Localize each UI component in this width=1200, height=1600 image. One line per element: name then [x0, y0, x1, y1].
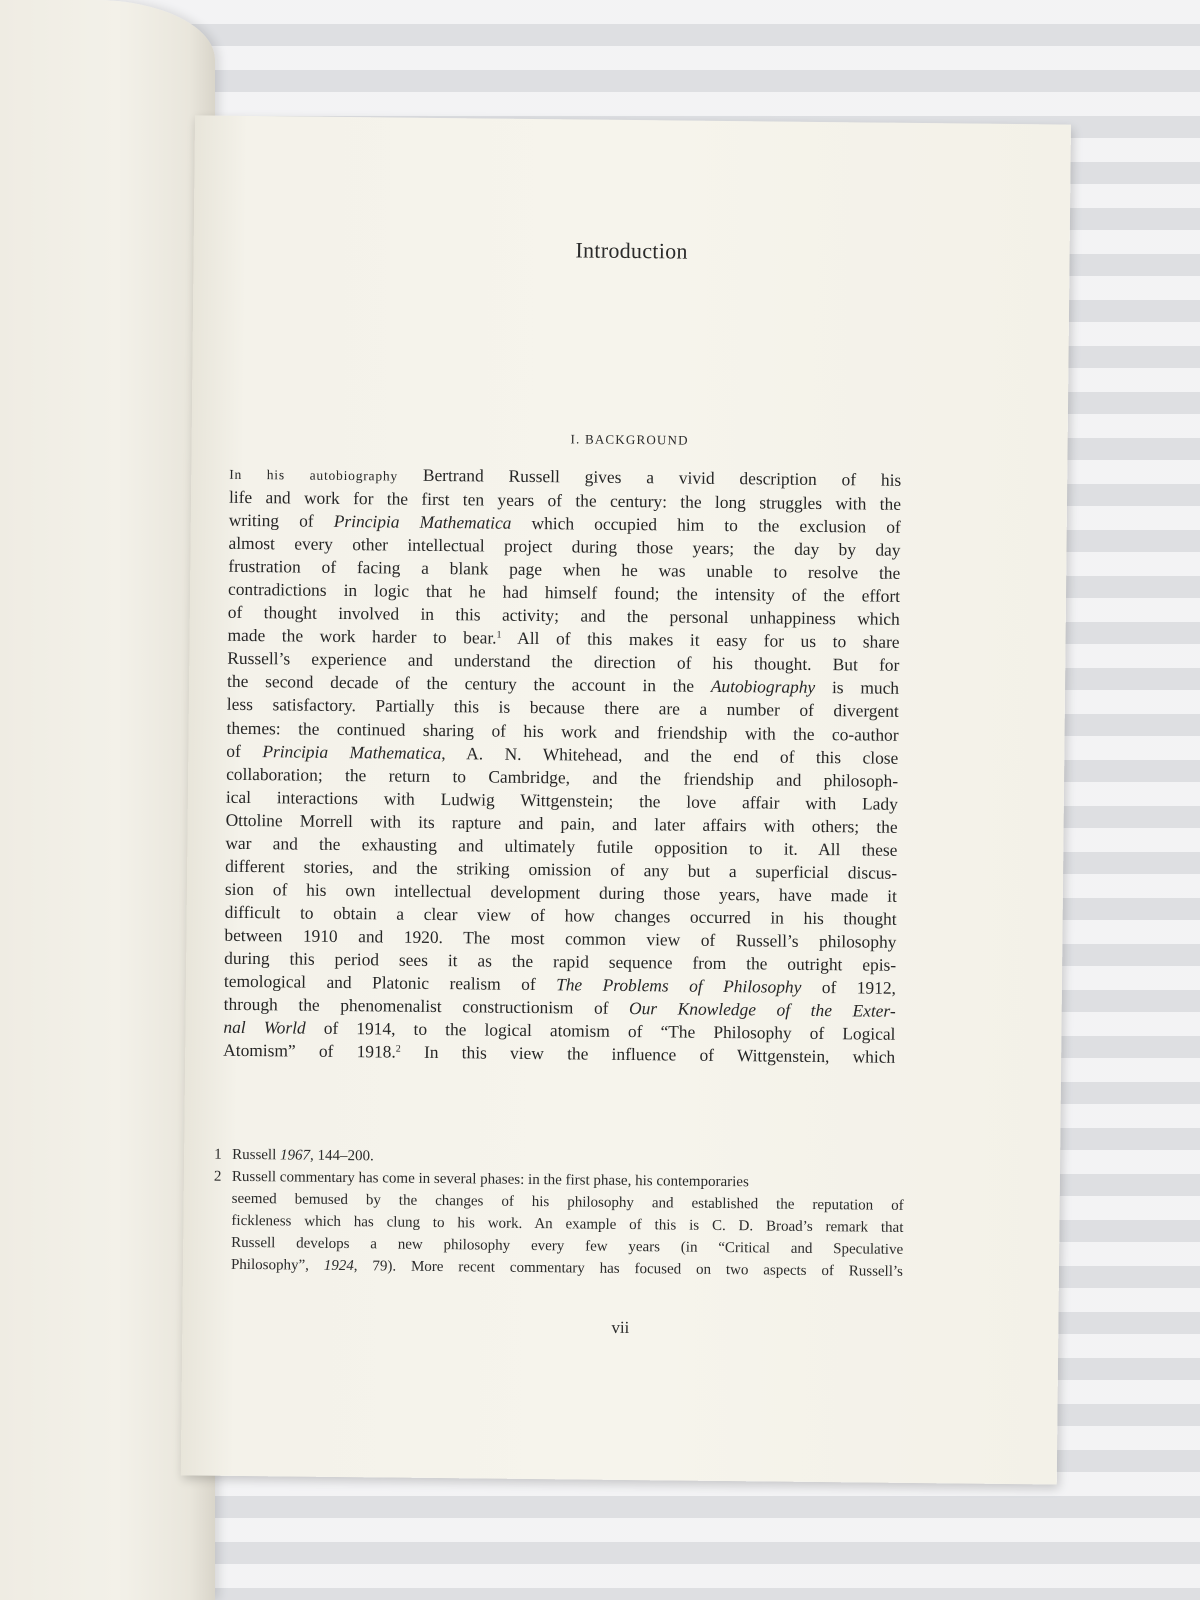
page-number: vii [611, 1317, 630, 1338]
text-run: All of this makes it easy for us to share [501, 627, 900, 653]
text-run: , 79). More recent commentary has focused on two aspects of Russell’s [353, 1258, 904, 1280]
text-run: almost every other intellectual project during those years; the day by day [228, 532, 901, 560]
text-run: of thought involved in this activity; and the personal unhappiness which [227, 602, 900, 630]
text-run: The Problems of Philosophy [556, 974, 802, 997]
text-run: Russell [232, 1146, 281, 1164]
text-run: 1924 [323, 1257, 354, 1275]
text-run: Ottoline Morrell with its rapture and pain, and later affairs with others; the [225, 809, 898, 837]
text-run: collaboration; the return to Cambridge, and the friendship and philosoph- [226, 763, 899, 791]
text-run: Russell develops a new philosophy every few years (in “Critical and Speculative [231, 1234, 904, 1258]
text-run: Russell’s experience and understand the direction of his thought. But for [227, 648, 900, 676]
body-text [223, 462, 901, 1069]
footnote-number: 1 [214, 1146, 222, 1163]
text-run: difficult to obtain a clear view of how changes occurred in his thought [224, 901, 897, 929]
text-run: of [226, 740, 263, 761]
text-run: Principia Mathematica [333, 510, 512, 533]
text-run: In his autobiography [229, 466, 399, 484]
text-run: , 144–200. [309, 1147, 374, 1165]
text-run: Autobiography [710, 676, 816, 698]
text-run: different stories, and the striking omission of any but a superficial discus- [225, 855, 898, 883]
text-run: seemed bemused by the changes of his philosophy and established the reputation of [231, 1190, 904, 1214]
footnote-ref: 2 [395, 1043, 401, 1055]
text-run: less satisfactory. Partially this is because there are a number of divergent [226, 694, 899, 722]
text-run: , A. N. Whitehead, and the end of this close [441, 742, 899, 768]
text-run: which occupied him to the exclusion of [511, 512, 901, 537]
text-run: of 1914, to the logical atomism of “The Philosophy of Logical [305, 1017, 896, 1044]
text-run: the second decade of the century the account in the [226, 671, 711, 697]
text-run: Russell commentary has come in several phases: in the first phase, his contemporaries [231, 1168, 749, 1191]
text-run: temological and Platonic realism of [223, 970, 557, 995]
footnotes [213, 1144, 904, 1283]
footnote-ref: 1 [496, 629, 502, 641]
text-run: frustration of facing a blank page when he was unable to resolve the [228, 555, 901, 584]
text-run: is much [815, 677, 900, 699]
text-run: ical interactions with Ludwig Wittgenstein; the love affair with Lady [225, 786, 898, 814]
text-run: war and the exhausting and ultimately futile opposition to it. All these [225, 832, 898, 860]
text-run: through the phenomenalist constructionism of [223, 993, 630, 1019]
page-title: Introduction [575, 237, 688, 264]
text-run: In this view the influence of Wittgenstein, which [400, 1041, 896, 1067]
text-run: Atomism” of 1918. [223, 1039, 396, 1062]
text-run: fickleness which has clung to his work. An example of this is C. D. Broad’s remark that [231, 1212, 904, 1236]
section-heading: I. BACKGROUND [570, 431, 689, 448]
book-page [181, 115, 1071, 1484]
text-run: sion of his own intellectual development during those years, have made it [224, 878, 897, 906]
text-run: during this period sees it as the rapid sequence from the outright epis- [224, 947, 897, 975]
text-run: Bertrand Russell gives a vivid description of his [397, 464, 902, 490]
text-run: 1967 [279, 1147, 311, 1164]
footnote-number: 2 [213, 1168, 222, 1185]
text-run: life and work for the first ten years of the century: the long struggles with the [228, 486, 902, 514]
text-run: Our Knowledge of the Exter- [629, 998, 896, 1021]
text-run: writing of [228, 509, 334, 531]
text-run: nal World [223, 1016, 306, 1038]
text-run: between 1910 and 1920. The most common view of Russell’s philosophy [224, 924, 897, 952]
text-run: made the work harder to bear. [227, 625, 497, 648]
text-run: themes: the continued sharing of his work and friendship with the co-author [226, 717, 899, 745]
text-run: of 1912, [801, 976, 897, 998]
text-run: contradictions in logic that he had himself found; the intensity of the effort [227, 579, 901, 607]
text-run: Philosophy”, [230, 1256, 324, 1274]
text-run: Principia Mathematica [262, 740, 442, 763]
